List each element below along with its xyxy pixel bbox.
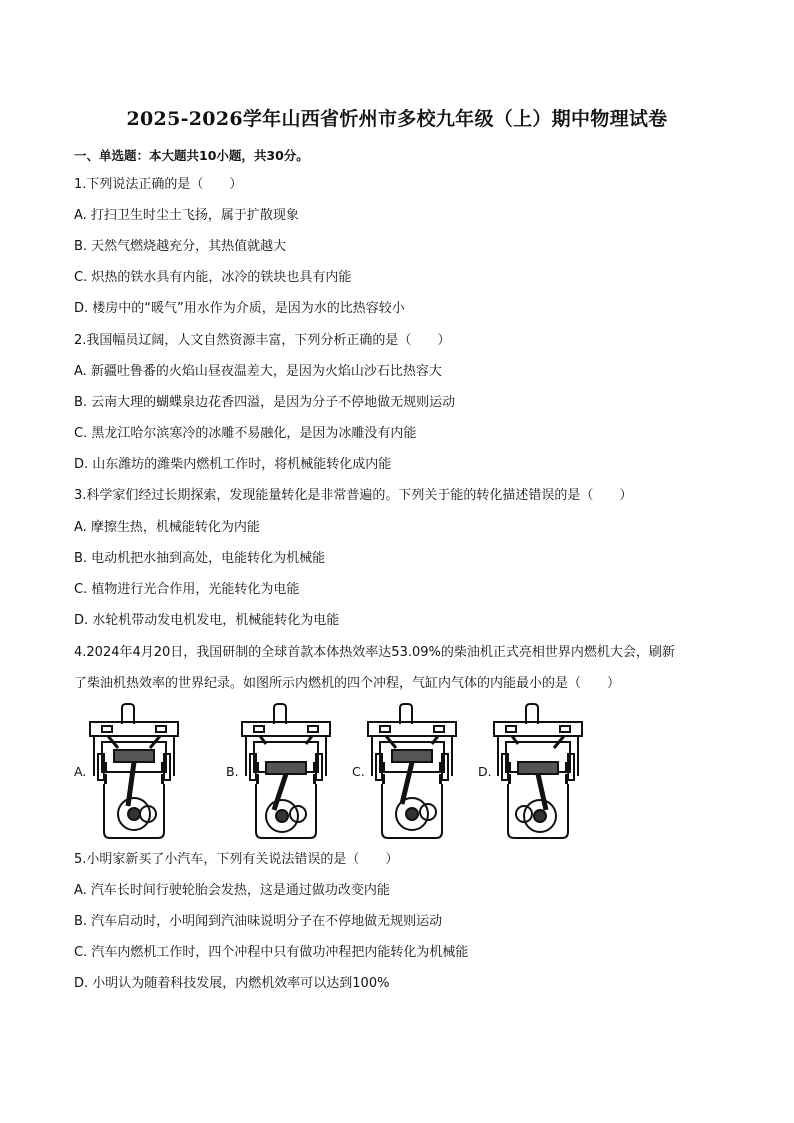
engine-diagram-d [488,702,588,840]
q2-option-d: D. 山东潍坊的潍柴内燃机工作时，将机械能转化成内能 [74,457,392,472]
q2-stem: 2.我国幅员辽阔，人文自然资源丰富，下列分析正确的是（ ） [74,333,451,348]
q4-option-a-label: A. [74,764,87,779]
q5-option-a: A. 汽车长时间行驶轮胎会发热，这是通过做功改变内能 [74,883,390,898]
q3-option-b: B. 电动机把水抽到高处，电能转化为机械能 [74,551,326,566]
engine-diagram-b [236,702,336,840]
engine-diagram-a [84,702,184,840]
q5-option-c: C. 汽车内燃机工作时，四个冲程中只有做功冲程把内能转化为机械能 [74,945,469,960]
q4-option-d-label: D. [478,764,492,779]
q1-stem: 1.下列说法正确的是（ ） [74,177,243,192]
section-heading: 一、单选题：本大题共10小题，共30分。 [74,148,309,163]
q1-option-d: D. 楼房中的“暖气”用水作为介质，是因为水的比热容较小 [74,301,405,316]
q5-option-b: B. 汽车启动时，小明闻到汽油味说明分子在不停地做无规则运动 [74,914,443,929]
q2-option-c: C. 黑龙江哈尔滨寒冷的冰雕不易融化，是因为冰雕没有内能 [74,426,417,441]
q2-option-a: A. 新疆吐鲁番的火焰山昼夜温差大，是因为火焰山沙石比热容大 [74,364,442,379]
q5-stem: 5.小明家新买了小汽车，下列有关说法错误的是（ ） [74,852,399,867]
q3-option-a: A. 摩擦生热，机械能转化为内能 [74,520,260,535]
page-title: 2025-2026学年山西省忻州市多校九年级（上）期中物理试卷 [126,108,668,130]
q5-option-d: D. 小明认为随着科技发展，内燃机效率可以达到100% [74,976,390,991]
q3-stem: 3.科学家们经过长期探索，发现能量转化是非常普遍的。下列关于能的转化描述错误的是（ ） [74,488,633,503]
q3-option-d: D. 水轮机带动发电机发电，机械能转化为电能 [74,613,340,628]
q4-option-c-label: C. [352,764,365,779]
q1-option-a: A. 打扫卫生时尘土飞扬，属于扩散现象 [74,208,299,223]
q4-option-b-label: B. [226,764,239,779]
q4-stem-line2: 了柴油机热效率的世界纪录。如图所示内燃机的四个冲程，气缸内气体的内能最小的是（ ） [74,676,621,691]
q2-option-b: B. 云南大理的蝴蝶泉边花香四溢，是因为分子不停地做无规则运动 [74,395,456,410]
q3-option-c: C. 植物进行光合作用，光能转化为电能 [74,582,300,597]
q1-option-c: C. 炽热的铁水具有内能，冰冷的铁块也具有内能 [74,270,352,285]
q4-stem-line1: 4.2024年4月20日，我国研制的全球首款本体热效率达53.09%的柴油机正式亮相世界内燃机大会，刷新 [74,645,675,660]
q1-option-b: B. 天然气燃烧越充分，其热值就越大 [74,239,287,254]
engine-diagram-c [362,702,462,840]
